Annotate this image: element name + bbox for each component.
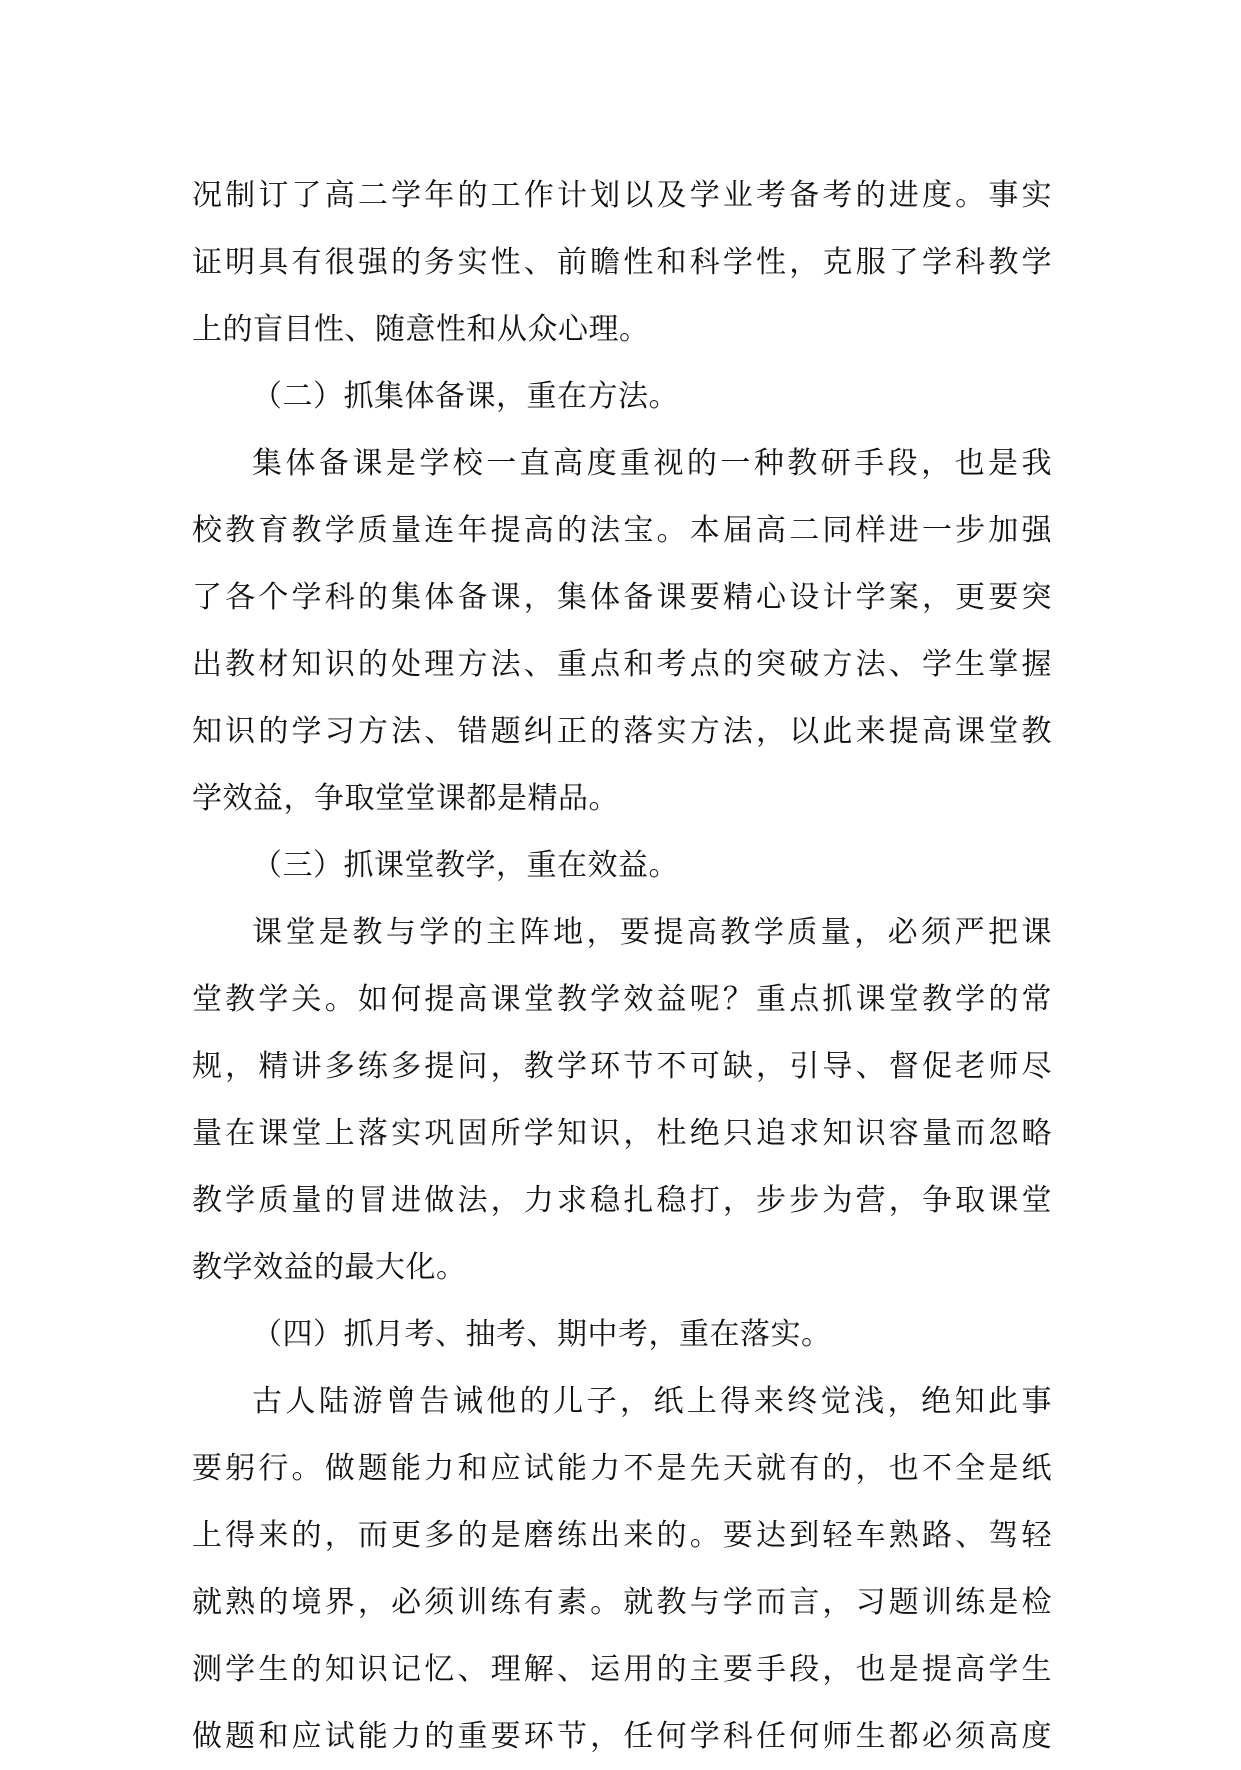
paragraph-line: 上的盲目性、随意性和从众心理。 — [192, 312, 650, 347]
paragraph-line: 量在课堂上落实巩固所学知识，杜绝只追求知识容量而忽略 — [192, 1116, 1052, 1151]
paragraph-line: 堂教学关。如何提高课堂教学效益呢？重点抓课堂教学的常 — [192, 982, 1052, 1017]
paragraph-line: 要躬行。做题能力和应试能力不是先天就有的，也不全是纸 — [192, 1451, 1052, 1486]
section-heading: （三）抓课堂教学，重在效益。 — [252, 848, 679, 883]
paragraph-line: 知识的学习方法、错题纠正的落实方法，以此来提高课堂教 — [192, 714, 1052, 749]
paragraph-line: 学效益，争取堂堂课都是精品。 — [192, 781, 619, 816]
paragraph-line: 课堂是教与学的主阵地，要提高教学质量，必须严把课 — [252, 915, 1052, 950]
paragraph-line: 测学生的知识记忆、理解、运用的主要手段，也是提高学生 — [192, 1652, 1052, 1687]
paragraph-line: 了各个学科的集体备课，集体备课要精心设计学案，更要突 — [192, 580, 1052, 615]
paragraph-line: 教学质量的冒进做法，力求稳扎稳打，步步为营，争取课堂 — [192, 1183, 1052, 1218]
paragraph-line: 校教育教学质量连年提高的法宝。本届高二同样进一步加强 — [192, 513, 1052, 548]
document-body — [192, 162, 1052, 1770]
paragraph-line: 教学效益的最大化。 — [192, 1250, 467, 1285]
paragraph-line: 出教材知识的处理方法、重点和考点的突破方法、学生掌握 — [192, 647, 1052, 682]
paragraph-line: 做题和应试能力的重要环节，任何学科任何师生都必须高度 — [192, 1719, 1052, 1754]
paragraph-line: 况制订了高二学年的工作计划以及学业考备考的进度。事实 — [192, 178, 1052, 213]
paragraph-line: 古人陆游曾告诫他的儿子，纸上得来终觉浅，绝知此事 — [252, 1384, 1052, 1419]
paragraph-line: 就熟的境界，必须训练有素。就教与学而言，习题训练是检 — [192, 1585, 1052, 1620]
paragraph-line: 上得来的，而更多的是磨练出来的。要达到轻车熟路、驾轻 — [192, 1518, 1052, 1553]
paragraph-line: 规，精讲多练多提问，教学环节不可缺，引导、督促老师尽 — [192, 1049, 1052, 1084]
paragraph-line: 集体备课是学校一直高度重视的一种教研手段，也是我 — [252, 446, 1052, 481]
section-heading: （四）抓月考、抽考、期中考，重在落实。 — [252, 1317, 832, 1352]
paragraph-line: 证明具有很强的务实性、前瞻性和科学性，克服了学科教学 — [192, 245, 1052, 280]
section-heading: （二）抓集体备课，重在方法。 — [252, 379, 679, 414]
